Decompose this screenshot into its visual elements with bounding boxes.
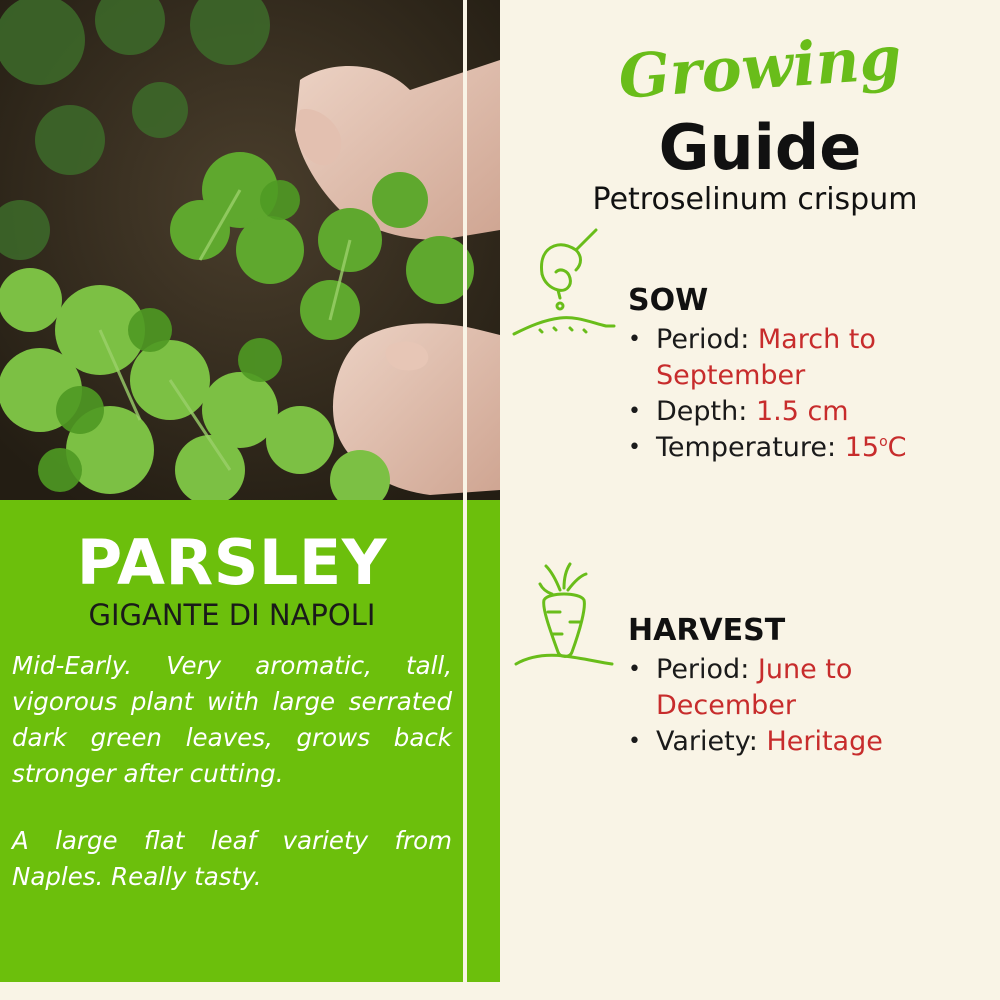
product-description-secondary: A large flat leaf variety from Naples. Really tasty. bbox=[12, 826, 452, 891]
sow-temperature-unit: C bbox=[887, 432, 907, 463]
sow-period-value: March to September bbox=[656, 324, 876, 391]
sow-depth bbox=[628, 394, 988, 430]
carrot-icon bbox=[512, 560, 616, 672]
sow-title: SOW bbox=[628, 283, 709, 318]
parsley-photo-illustration bbox=[0, 0, 500, 500]
harvest-variety-label: Variety: bbox=[656, 726, 758, 757]
latin-name: Petroselinum crispum bbox=[592, 182, 918, 217]
guide-title: Guide bbox=[658, 111, 862, 184]
harvest-title: HARVEST bbox=[628, 613, 786, 648]
sow-list bbox=[628, 322, 988, 466]
harvest-list bbox=[628, 652, 988, 760]
harvest-period-label: Period: bbox=[656, 654, 750, 685]
sow-temperature bbox=[628, 430, 988, 466]
sow-depth-label: Depth: bbox=[656, 396, 748, 427]
guide-script-word: Growing bbox=[616, 23, 904, 113]
sowing-hand-icon bbox=[510, 222, 618, 342]
sow-period bbox=[628, 322, 988, 394]
product-name: PARSLEY bbox=[76, 526, 388, 599]
product-variety: GIGANTE DI NAPOLI bbox=[88, 598, 376, 632]
sow-temperature-degree: o bbox=[879, 434, 888, 450]
vertical-divider bbox=[463, 0, 467, 982]
parsley-photo bbox=[0, 0, 500, 500]
sow-depth-value: 1.5 cm bbox=[755, 396, 849, 427]
harvest-period-value: June to December bbox=[656, 654, 853, 721]
sow-temperature-value bbox=[845, 432, 907, 463]
harvest-variety-value: Heritage bbox=[766, 726, 883, 757]
harvest-variety bbox=[628, 724, 988, 760]
sow-temperature-number: 15 bbox=[844, 432, 880, 463]
sow-period-label: Period: bbox=[656, 324, 750, 355]
harvest-period bbox=[628, 652, 988, 724]
sow-temperature-label: Temperature: bbox=[656, 432, 837, 463]
product-description: Mid-Early. Very aromatic, tall, vigorous plant with large serrated dark green leaves, grows back stronger after cutting. bbox=[12, 651, 452, 788]
